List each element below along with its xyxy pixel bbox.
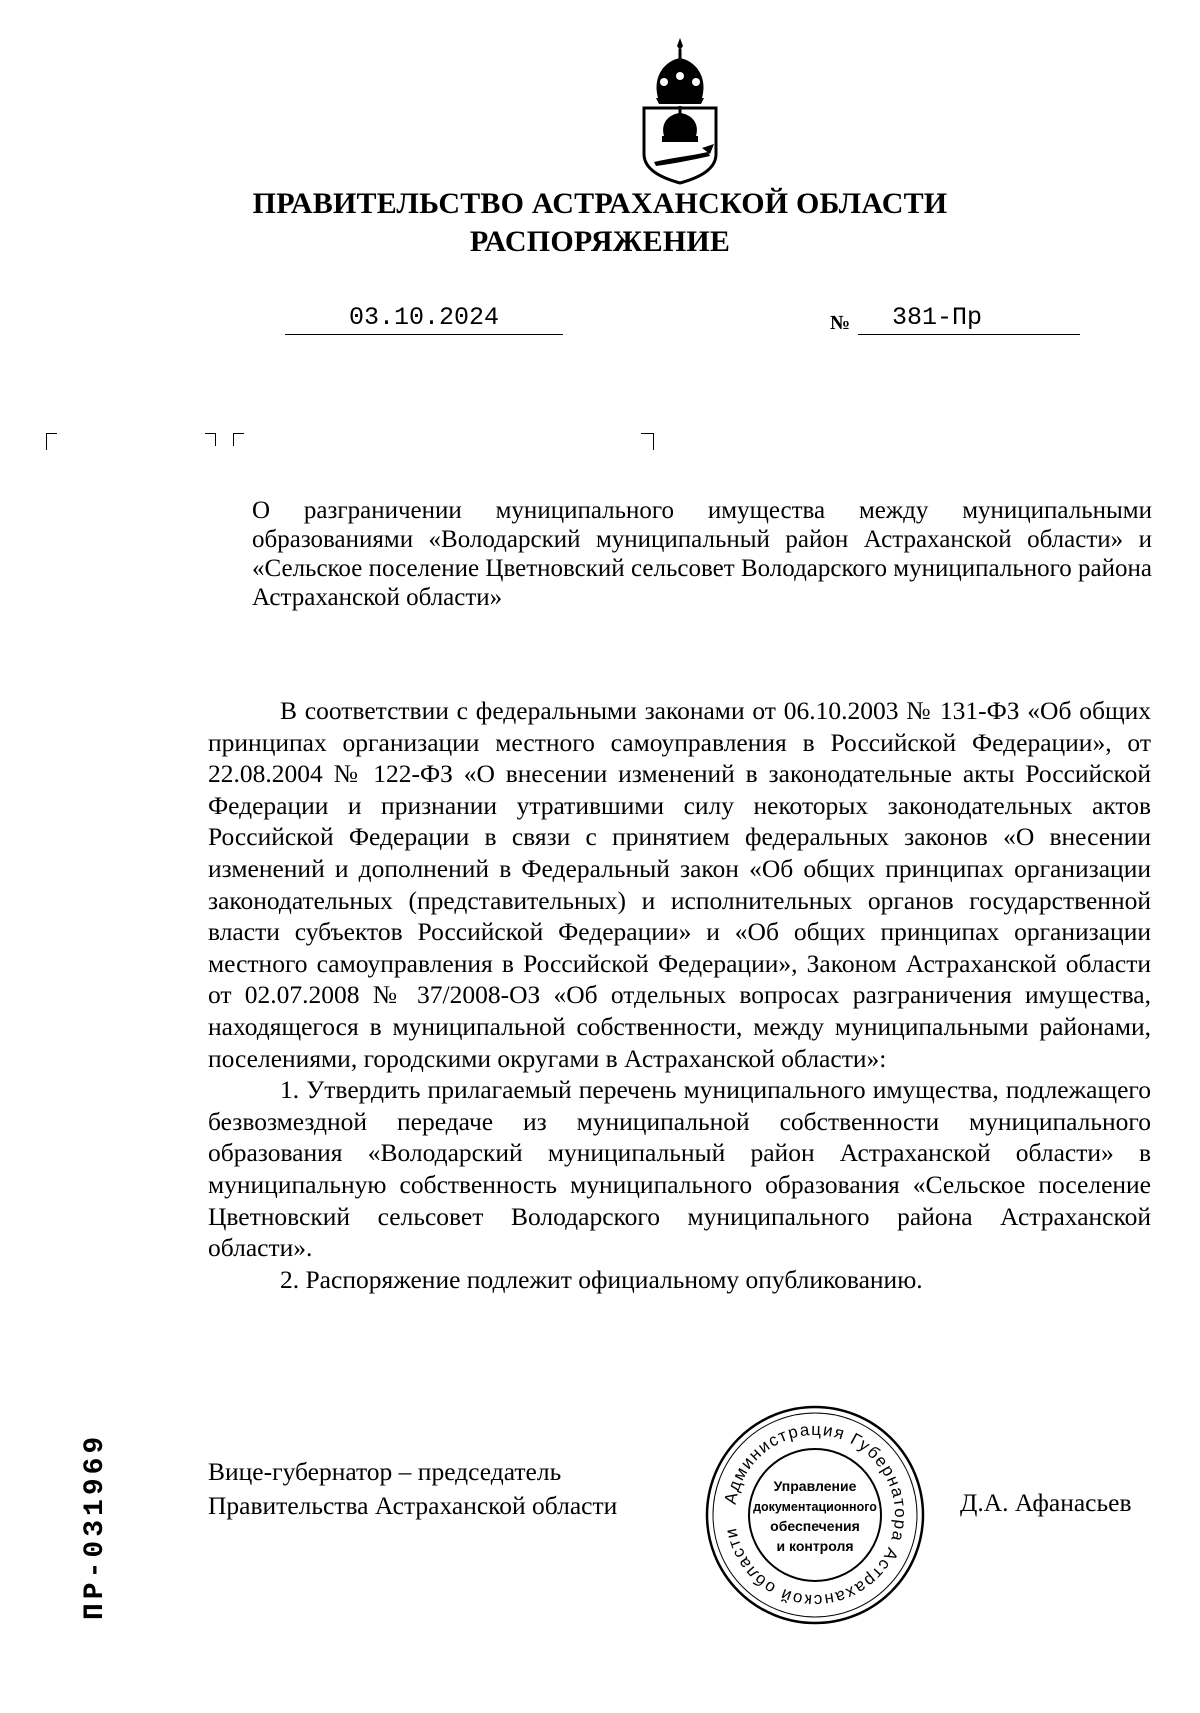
document-number-field xyxy=(858,302,1080,335)
official-stamp xyxy=(703,1403,927,1627)
corner-mark xyxy=(205,433,216,446)
number-label: № xyxy=(830,312,851,334)
item-2-paragraph: 2. Распоряжение подлежит официальному опубликованию. xyxy=(280,1264,923,1294)
corner-mark xyxy=(233,433,244,446)
coat-of-arms-icon xyxy=(630,36,730,186)
signer-position-line1: Вице-губернатор – председатель xyxy=(208,1457,562,1486)
organization-title: ПРАВИТЕЛЬСТВО АСТРАХАНСКОЙ ОБЛАСТИ xyxy=(252,187,948,220)
stamp-ring-text: Администрация Губернатора Астраханской области xyxy=(720,1419,911,1611)
signer-position-line2: Правительства Астраханской области xyxy=(208,1491,618,1520)
stamp-center-line2: документационного xyxy=(753,1500,877,1514)
document-type: РАСПОРЯЖЕНИЕ xyxy=(469,225,731,258)
stamp-center-line1: Управление xyxy=(773,1478,857,1494)
stamp-center-line4: и контроля xyxy=(776,1538,854,1554)
stamp-center-line3: обеспечения xyxy=(770,1518,860,1534)
document-number: 381-Пр xyxy=(892,303,983,332)
document-body xyxy=(208,695,1151,1295)
preamble-paragraph: В соответствии с федеральными законами от 06.10.2003 № 131-ФЗ «Об общих принципах организации местного самоуправления в Российской Федерации», от 22.08.2004 № 122-ФЗ «О внесении изменений в законодательные акты Российской Федерации и признании утратившими силу некоторых законодательных актов Российской Федерации в связи с принятием федеральных законов «О внесении изменений и дополнений в Федеральный закон «Об общих принципах организации законодательных (представительных) и исполнительных органов государственной власти субъектов Российской Федерации» и «Об общих принципах организации местного самоуправления в Российской Федерации», Законом Астраханской области от 02.07.2008 № 37/2008-ОЗ «Об отдельных вопросах разграничения имущества, находящегося в муниципальной собственности, между муниципальными районами, поселениями, городскими округами в Астраханской области»: xyxy=(208,696,1151,1073)
document-date: 03.10.2024 xyxy=(285,302,563,335)
item-1-paragraph: 1. Утвердить прилагаемый перечень муниципального имущества, подлежащего безвозмездной передаче из муниципальной собственности муниципального образования «Володарский муниципальный район Астраханской области» в муниципальную собственность муниципального образования «Сельское поселение Цветновский сельсовет Володарского муниципального района Астраханской области». xyxy=(208,1075,1151,1263)
corner-mark xyxy=(46,433,57,450)
signer-name: Д.А. Афанасьев xyxy=(960,1488,1132,1517)
registration-number: ПР-031969 xyxy=(80,1432,111,1620)
corner-mark xyxy=(641,433,654,450)
document-subject: О разграничении муниципального имущества между муниципальными образованиями «Володарский муниципальный район Астраханской области» и «Сельское поселение Цветновский сельсовет Володарского муниципального района Астраханской области» xyxy=(252,497,1152,611)
signer-position xyxy=(208,1455,617,1523)
